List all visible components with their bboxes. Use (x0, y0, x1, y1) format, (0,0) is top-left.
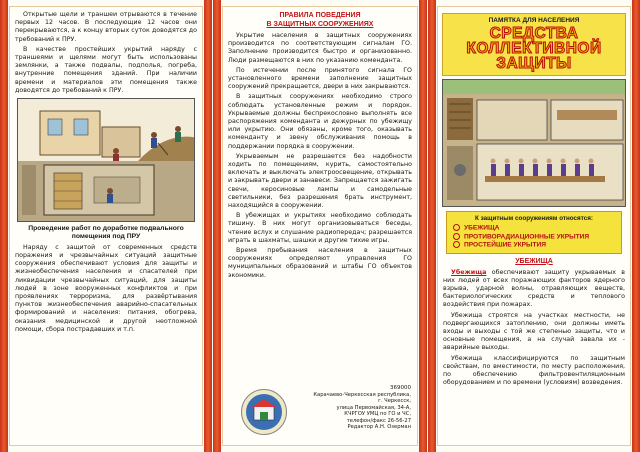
basement-illustration (17, 98, 195, 222)
rules-subheading: В ЗАЩИТНЫХ СООРУЖЕНИЯХ (266, 21, 374, 28)
rules-heading: ПРАВИЛА ПОВЕДЕНИЯ (279, 12, 361, 19)
address-line: телефон/факс 26-56-27 (346, 417, 411, 424)
title-line: КОЛЛЕКТИВНОЙ (466, 40, 602, 57)
title-box (442, 13, 626, 76)
panel-middle-content (222, 6, 418, 446)
basement-illustration-image (18, 99, 195, 221)
border-strip (204, 0, 212, 452)
border-strip (428, 0, 436, 452)
shelter-type-label: ПРОСТЕЙШИЕ УКРЫТИЯ (464, 241, 547, 249)
shelter-types-box (446, 211, 622, 254)
bullet-icon (453, 241, 460, 248)
paragraph-text: обеспечивают защиту укрываемых в них людей от всех поражающих факторов ядерного взрыва, ударной волны, отравляющих веществ, бактериологических средств и теплового воздействия при пожарах. (443, 268, 625, 309)
paragraph: Наряду с защитой от современных средств поражения и чрезвычайных ситуаций защитные сооружения обеспечивают условия для защиты и жизнеобеспечения населения и спасателей при ликвидации чрезвычайных ситуаций, для защиты людей в зоне вооруженных конфликтов и при проявлениях терроризма, для развёртывания пунктов жизнеобеспечения аварийно-спасательных формирований и населения: питания, обогрева, оказания медицинской и другой неотложной помощи, сбора пострадавших и т.п. (15, 243, 197, 333)
title-line: ЗАЩИТЫ (496, 55, 572, 72)
emblem-logo (241, 389, 287, 435)
border-strip (0, 0, 8, 452)
illustration-caption: Проведение работ по доработке подвального помещения под ПРУ (28, 225, 184, 241)
lead-word: Убежища (451, 268, 487, 276)
shelter-cutaway-illustration (442, 79, 626, 207)
paragraph: В убежищах и укрытиях необходимо соблюдать тишину. В них могут организовываться беседы, чтение вслух и слушание радиопередач; разрешается играть в шахматы, шашки и другие тихие игры. (228, 212, 412, 244)
paragraph (443, 269, 625, 310)
publisher-footer (223, 385, 417, 437)
paragraph: Время пребывания населения в защитных сооружениях определяют управления ГО муниципальных образований и штабы ГО объектов экономики. (228, 247, 412, 279)
paragraph: В качестве простейших укрытий наряду с траншеями и щелями могут быть использованы землянки, а также подвалы, подполья, погреба, внутренние помещения зданий. При наличии времени и материалов эти помещения также доводятся до требований к ПРУ. (15, 45, 197, 94)
postal-code: 369000 (390, 385, 411, 391)
paragraph: Укрываемым не разрешается без надобности ходить по помещениям, курить, самостоятельно включать и выключать электроосвещение, открывать и закрывать двери и занавеси. Запрещается зажигать свечи, керосиновые лампы и самодельные светильники, без разрешения брать инструмент, находящийся в сооружении. (228, 152, 412, 210)
shelter-type-label: УБЕЖИЩА (464, 224, 500, 232)
section-title: УБЕЖИЩА (515, 257, 553, 265)
address-line: улица Первомайская, 34-А, (336, 404, 411, 411)
address-line: г. Черкесск, (378, 398, 411, 405)
bullet-icon (453, 224, 460, 231)
panel-middle (213, 0, 427, 452)
paragraph: По истечении после принятого сигнала ГО установленного времени заполнение защитных сооружений прекращается, двери в них закрываются. (228, 66, 412, 91)
title-line: СРЕДСТВА (489, 25, 579, 42)
border-strip (632, 0, 640, 452)
shelter-types-header: К защитным сооружениям относятся: (475, 215, 593, 222)
paragraph: Укрытие населения в защитных сооружениях производится по соответствующим сигналам ГО. Заполнение производится быстро и организованно. Люди размещаются в них по указанию коменданта. (228, 32, 412, 64)
publisher-address (293, 392, 411, 430)
shelter-type-item (453, 241, 615, 250)
memo-label: ПАМЯТКА ДЛЯ НАСЕЛЕНИЯ (488, 17, 580, 24)
border-strip (213, 0, 221, 452)
shelter-type-label: ПРОТИВОРАДИАЦИОННЫЕ УКРЫТИЯ (464, 232, 590, 240)
panel-left (0, 0, 212, 452)
address-line: КЧРГОУ УМЦ по ГО и ЧС, (344, 411, 411, 418)
shelter-section (438, 258, 630, 388)
panel-left-content (9, 6, 203, 446)
shelter-type-item (453, 224, 615, 233)
bullet-icon (453, 233, 460, 240)
paragraph: В защитных сооружениях необходимо строго соблюдать установленные режим и порядок. Укрываемые должны беспрекословно выполнять все распоряжения коменданта и дежурных по убежищу или укрытию. Они обязаны, кроме того, оказывать коменданту и звену обслуживания помощь в поддержании порядка в сооружении. (228, 93, 412, 150)
address-line: Карачаево-Черкесская республика, (313, 392, 411, 398)
address-line: Редактор А.Н. Озерман (347, 424, 411, 431)
paragraph: Открытые щели и траншеи отрываются в течение первых 12 часов. В последующие 12 часов они перекрываются, а к концу вторых суток доводятся до требований к ПРУ. (15, 11, 197, 43)
shelter-type-item (453, 233, 615, 242)
paragraph: Убежища классифицируются по защитным свойствам, по вместимости, по месту расположения, по обеспечению фильтровентиляционным оборудованием и по времени (условиям) возведения. (443, 354, 625, 387)
paragraph: Убежища строятся на участках местности, не подвергающихся затоплению, они должны иметь входы и выходы с той же степенью защиты, что и основные помещения, а на случай завала их - аварийные выходы. (443, 311, 625, 352)
shelter-cutaway-image (443, 80, 626, 206)
border-strip (419, 0, 427, 452)
panel-right-content (437, 6, 631, 446)
panel-right (428, 0, 640, 452)
